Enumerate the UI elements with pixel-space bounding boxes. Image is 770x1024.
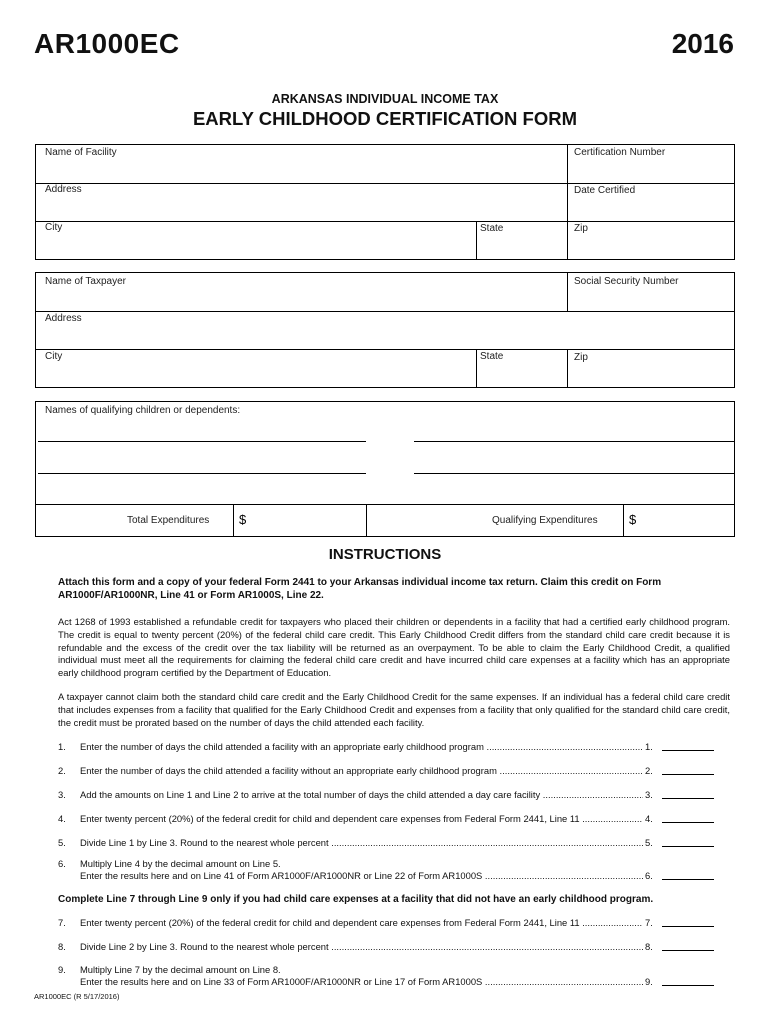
line-6-input[interactable]	[662, 870, 714, 880]
children-label: Names of qualifying children or dependents:	[45, 405, 241, 416]
facility-city-field[interactable]: City	[45, 222, 63, 233]
line-1-input[interactable]	[662, 741, 714, 751]
line-8-input[interactable]	[662, 941, 714, 951]
line-9-input[interactable]	[662, 976, 714, 986]
child-name-line-3[interactable]	[38, 473, 366, 474]
facility-section	[35, 144, 735, 260]
line-item-7: 7. Enter twenty percent (20%) of the federal credit for child and dependent care expenses from Federal Form 2441, Line 11 ..... 7.	[58, 917, 718, 931]
taxpayer-state-field[interactable]: State	[480, 351, 504, 362]
form-code: AR1000EC	[34, 28, 180, 59]
facility-zip-field[interactable]: Zip	[574, 223, 588, 234]
line-item-4: 4. Enter twenty percent (20%) of the federal credit for child and dependent care expenses from Federal Form 2441, Line 11 ..... 4.	[58, 813, 718, 827]
facility-cert-number-field[interactable]: Certification Number	[574, 147, 666, 158]
qualifying-expenditures-label: Qualifying Expenditures	[492, 515, 598, 526]
facility-date-certified-field[interactable]: Date Certified	[574, 185, 636, 196]
line-4-input[interactable]	[662, 813, 714, 823]
taxpayer-section	[35, 272, 735, 388]
line-3-input[interactable]	[662, 789, 714, 799]
total-expenditures-currency[interactable]: $	[239, 512, 247, 527]
instructions-paragraph-2: A taxpayer cannot claim both the standard child care credit and the Early Childhood Credit for the same expenses. If an individual has a federal child care credit that includes expenses from a facility that qualified for the Early Childhood Credit and expenses from a facility that only qualified for the standard child care credit, the credit must be prorated based on the number of days the child attended each facility.	[58, 691, 730, 728]
facility-address-field[interactable]: Address	[45, 184, 82, 195]
taxpayer-ssn-field[interactable]: Social Security Number	[574, 276, 679, 287]
instructions-paragraph-1: Act 1268 of 1993 established a refundable credit for taxpayers who placed their children or dependents in a facility that had a certified early childhood program. The credit is equal to twenty percent (20%) of the federal child care credit. This Early Childhood Credit differs from the standard child care credit because it is refundable and the excess of the credit over the tax liability will be returned as an overpayment. To be able to claim the Early Childhood Credit, a qualified individual must meet all the requirements for claiming the federal child care credit and have incurred child care expenses at a facility which has an appropriate early childhood program certified by the Department of Education.	[58, 616, 730, 679]
child-name-line-2[interactable]	[414, 441, 734, 442]
line-7-input[interactable]	[662, 917, 714, 927]
child-name-line-1[interactable]	[38, 441, 366, 442]
line-item-9: 9. Multiply Line 7 by the decimal amount on Line 8. Enter the results here and on Line 33 of Form AR1000F/AR1000NR or Line 17 of Form AR1000S ..... 9.	[58, 964, 718, 990]
qualifying-expenditures-currency[interactable]: $	[629, 512, 637, 527]
taxpayer-address-field[interactable]: Address	[45, 313, 82, 324]
total-expenditures-label: Total Expenditures	[127, 515, 210, 526]
line-item-5: 5. Divide Line 1 by Line 3. Round to the nearest whole percent ..... 5.	[58, 837, 718, 851]
line-item-3: 3. Add the amounts on Line 1 and Line 2 to arrive at the total number of days the child attended a day care facility ..... 3.	[58, 789, 718, 803]
line-item-8: 8. Divide Line 2 by Line 3. Round to the nearest whole percent ..... 8.	[58, 941, 718, 955]
line-2-input[interactable]	[662, 765, 714, 775]
attach-instruction: Attach this form and a copy of your federal Form 2441 to your Arkansas individual income tax return. Claim this credit on Form AR1000F/AR1000NR, Line 41 or Form AR1000S, Line 22.	[58, 577, 662, 601]
facility-name-field[interactable]: Name of Facility	[45, 147, 117, 158]
taxpayer-zip-field[interactable]: Zip	[574, 352, 588, 363]
line-item-1: 1. Enter the number of days the child attended a facility with an appropriate early childhood program ..... 1.	[58, 741, 718, 755]
taxpayer-name-field[interactable]: Name of Taxpayer	[45, 276, 126, 287]
form-title: EARLY CHILDHOOD CERTIFICATION FORM	[192, 108, 578, 129]
form-year: 2016	[671, 28, 734, 59]
instructions-title: INSTRUCTIONS	[328, 546, 442, 563]
complete-lines-note: Complete Line 7 through Line 9 only if you had child care expenses at a facility that did not have an early childhood program.	[58, 894, 654, 905]
line-item-6: 6. Multiply Line 4 by the decimal amount on Line 5. Enter the results here and on Line 41 of Form AR1000F/AR1000NR or Line 22 of Form AR1000S ..... 6.	[58, 858, 718, 884]
taxpayer-city-field[interactable]: City	[45, 351, 63, 362]
line-5-input[interactable]	[662, 837, 714, 847]
child-name-line-4[interactable]	[414, 473, 734, 474]
facility-state-field[interactable]: State	[480, 223, 504, 234]
line-item-2: 2. Enter the number of days the child attended a facility without an appropriate early childhood program ..... 2.	[58, 765, 718, 779]
form-revision-footer: AR1000EC (R 5/17/2016)	[34, 992, 120, 1001]
form-subtitle: ARKANSAS INDIVIDUAL INCOME TAX	[271, 92, 499, 106]
